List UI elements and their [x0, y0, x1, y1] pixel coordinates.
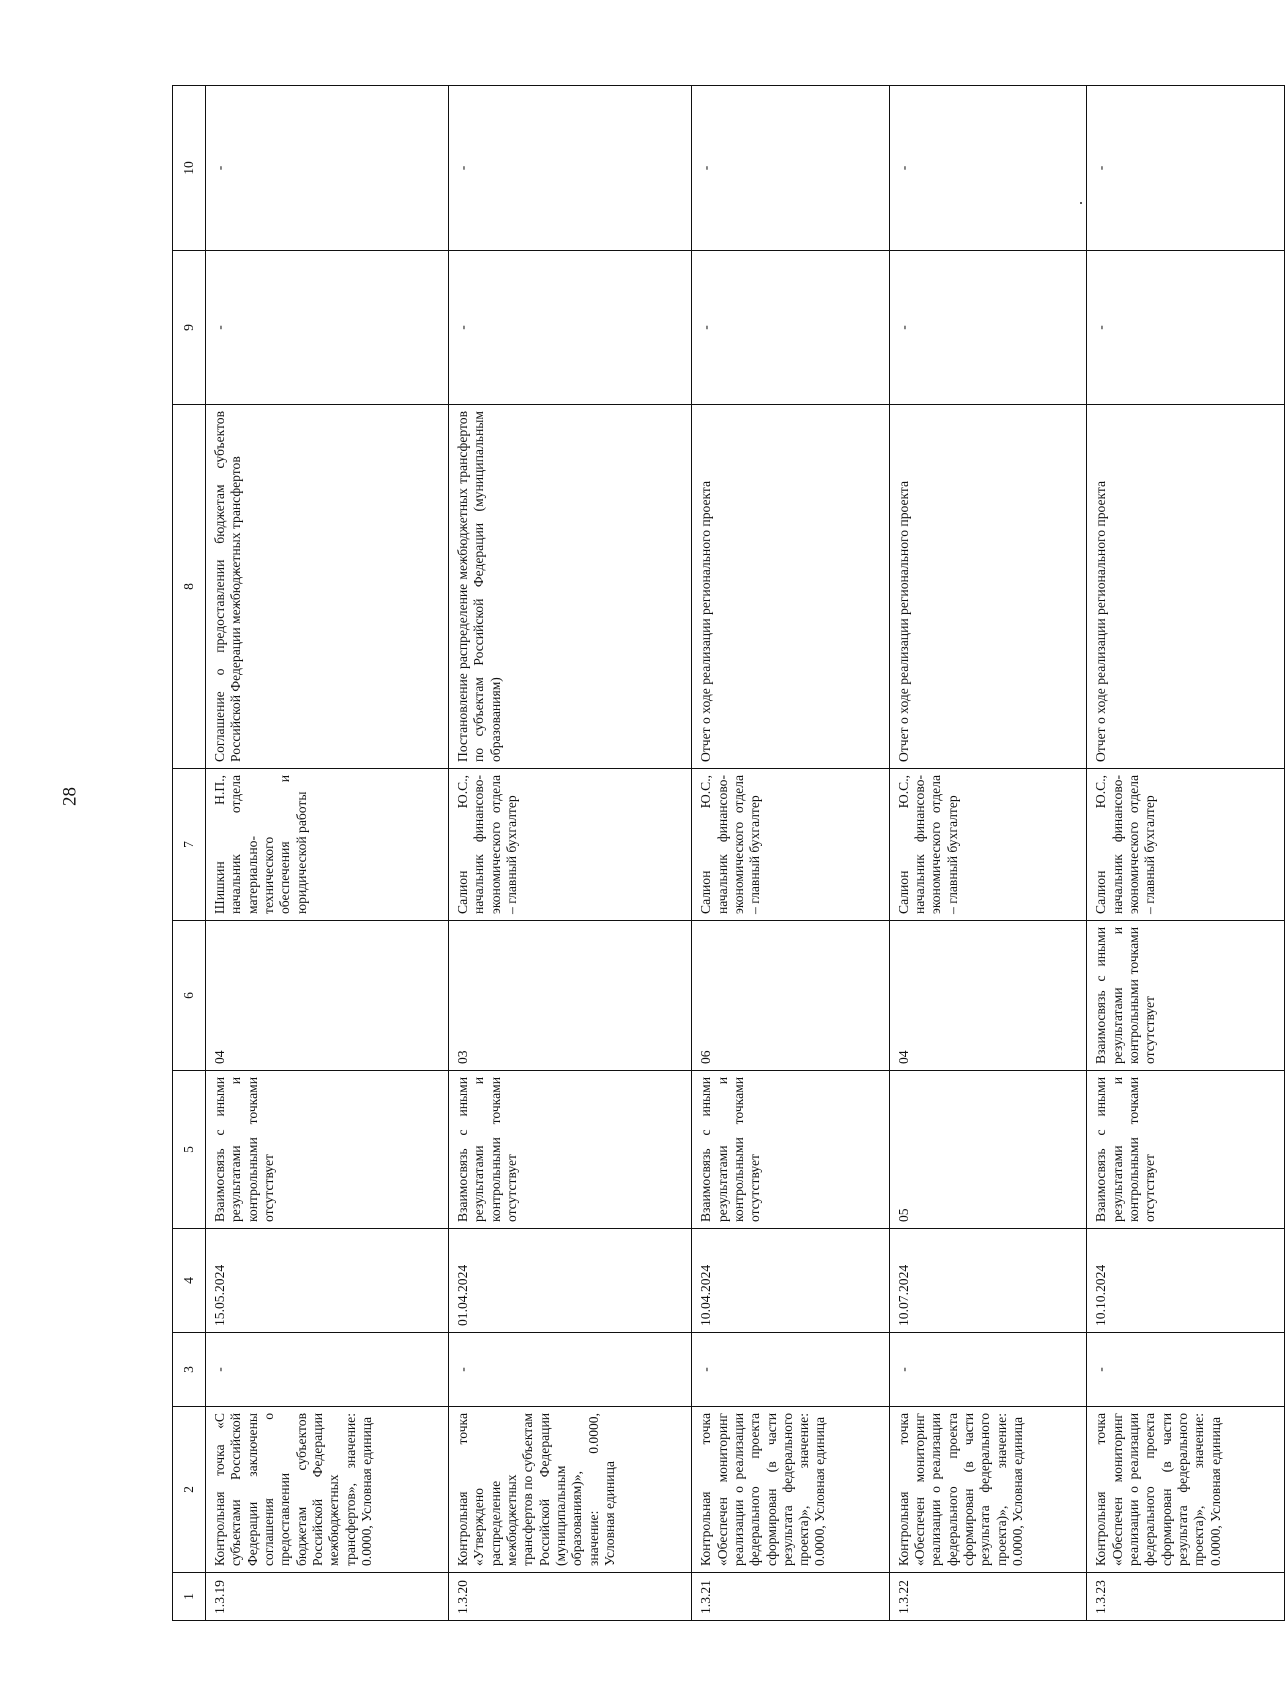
event-name: Контрольная точка «Обеспечен мониторинг реализации о реализации федерального проекта сформирован (в части результата федерального проекта)», значение: 0.0000, Условная единица [1087, 1407, 1285, 1573]
successor: Взаимосвязь с иными результатами и контрольными точками отсутствует [1087, 921, 1285, 1071]
due-date: 10.10.2024 [1087, 1229, 1285, 1333]
document: Постановление распределение межбюджетных трансфертов по субъектам Российской Федерации (муниципальным образованиям) [449, 405, 692, 769]
col3-value: - [1087, 1333, 1285, 1407]
header-col-5: 5 [173, 1071, 206, 1229]
successor: 03 [449, 921, 692, 1071]
document: Отчет о ходе реализации регионального проекта [889, 405, 1087, 769]
table-row [1087, 86, 1285, 1621]
header-col-2: 2 [173, 1407, 206, 1573]
col10-value: - [206, 86, 449, 251]
header-col-9: 9 [173, 251, 206, 405]
predecessor: Взаимосвязь с иными результатами и контрольными точками отсутствует [449, 1071, 692, 1229]
due-date: 10.07.2024 [889, 1229, 1087, 1333]
header-col-1: 1 [173, 1573, 206, 1621]
header-row [173, 86, 206, 1621]
col3-value: - [692, 1333, 890, 1407]
table-row [206, 86, 449, 1621]
row-number: 1.3.23 [1087, 1573, 1285, 1621]
col3-value: - [206, 1333, 449, 1407]
successor: 04 [889, 921, 1087, 1071]
due-date: 15.05.2024 [206, 1229, 449, 1333]
rotated-table-container [172, 86, 1285, 1621]
predecessor: 05 [889, 1071, 1087, 1229]
row-number: 1.3.19 [206, 1573, 449, 1621]
row-number: 1.3.20 [449, 1573, 692, 1621]
responsible: Салион Ю.С., начальник финансово-экономического отдела – главный бухгалтер [1087, 769, 1285, 921]
col3-value: - [889, 1333, 1087, 1407]
successor: 04 [206, 921, 449, 1071]
row-number: 1.3.22 [889, 1573, 1087, 1621]
col10-value: - [449, 86, 692, 251]
event-name: Контрольная точка «Обеспечен мониторинг реализации о реализации федерального проекта сформирован (в части результата федерального проекта)», значение: 0.0000, Условная единица [692, 1407, 890, 1573]
header-col-6: 6 [173, 921, 206, 1071]
due-date: 01.04.2024 [449, 1229, 692, 1333]
predecessor: Взаимосвязь с иными результатами и контрольными точками отсутствует [692, 1071, 890, 1229]
event-name: Контрольная точка «Обеспечен мониторинг реализации о реализации федерального проекта сформирован (в части результата федерального проекта)», значение: 0.0000, Условная единица [889, 1407, 1087, 1573]
header-col-3: 3 [173, 1333, 206, 1407]
event-name: Контрольная точка «С субъектами Российской Федерации заключены соглашения о предоставлении бюджетам субъектов Российской Федерации межбюджетных трансфертов», значение: 0.0000, Условная единица [206, 1407, 449, 1573]
page-number: 28 [59, 787, 81, 806]
document: Соглашение о предоставлении бюджетам субъектов Российской Федерации межбюджетных трансфертов [206, 405, 449, 769]
col3-value: - [449, 1333, 692, 1407]
col10-value: - [692, 86, 890, 251]
col10-value: - [1087, 86, 1285, 251]
header-col-7: 7 [173, 769, 206, 921]
predecessor: Взаимосвязь с иными результатами и контрольными точками отсутствует [206, 1071, 449, 1229]
document: Отчет о ходе реализации регионального проекта [1087, 405, 1285, 769]
col9-value: - [449, 251, 692, 405]
col9-value: - [1087, 251, 1285, 405]
document: Отчет о ходе реализации регионального проекта [692, 405, 890, 769]
row-number: 1.3.21 [692, 1573, 890, 1621]
table-row [692, 86, 890, 1621]
responsible: Салион Ю.С., начальник финансово-экономического отдела – главный бухгалтер [692, 769, 890, 921]
event-name: Контрольная точка «Утверждено распределение межбюджетных трансфертов по субъектам Российской Федерации (муниципальным образованиям)», значение: 0.0000, Условная единица [449, 1407, 692, 1573]
control-points-table [172, 85, 1285, 1621]
responsible: Салион Ю.С., начальник финансово-экономического отдела – главный бухгалтер [449, 769, 692, 921]
col9-value: - [889, 251, 1087, 405]
table-row [889, 86, 1087, 1621]
predecessor: Взаимосвязь с иными результатами и контрольными точками отсутствует [1087, 1071, 1285, 1229]
col9-value: - [692, 251, 890, 405]
responsible: Шишкин Н.П., начальник отдела материально-технического обеспечения и юридической работы [206, 769, 449, 921]
col10-value: - [889, 86, 1087, 251]
header-col-8: 8 [173, 405, 206, 769]
due-date: 10.04.2024 [692, 1229, 890, 1333]
successor: 06 [692, 921, 890, 1071]
table-row [449, 86, 692, 1621]
col9-value: - [206, 251, 449, 405]
header-col-10: 10 [173, 86, 206, 251]
responsible: Салион Ю.С., начальник финансово-экономического отдела – главный бухгалтер [889, 769, 1087, 921]
header-col-4: 4 [173, 1229, 206, 1333]
